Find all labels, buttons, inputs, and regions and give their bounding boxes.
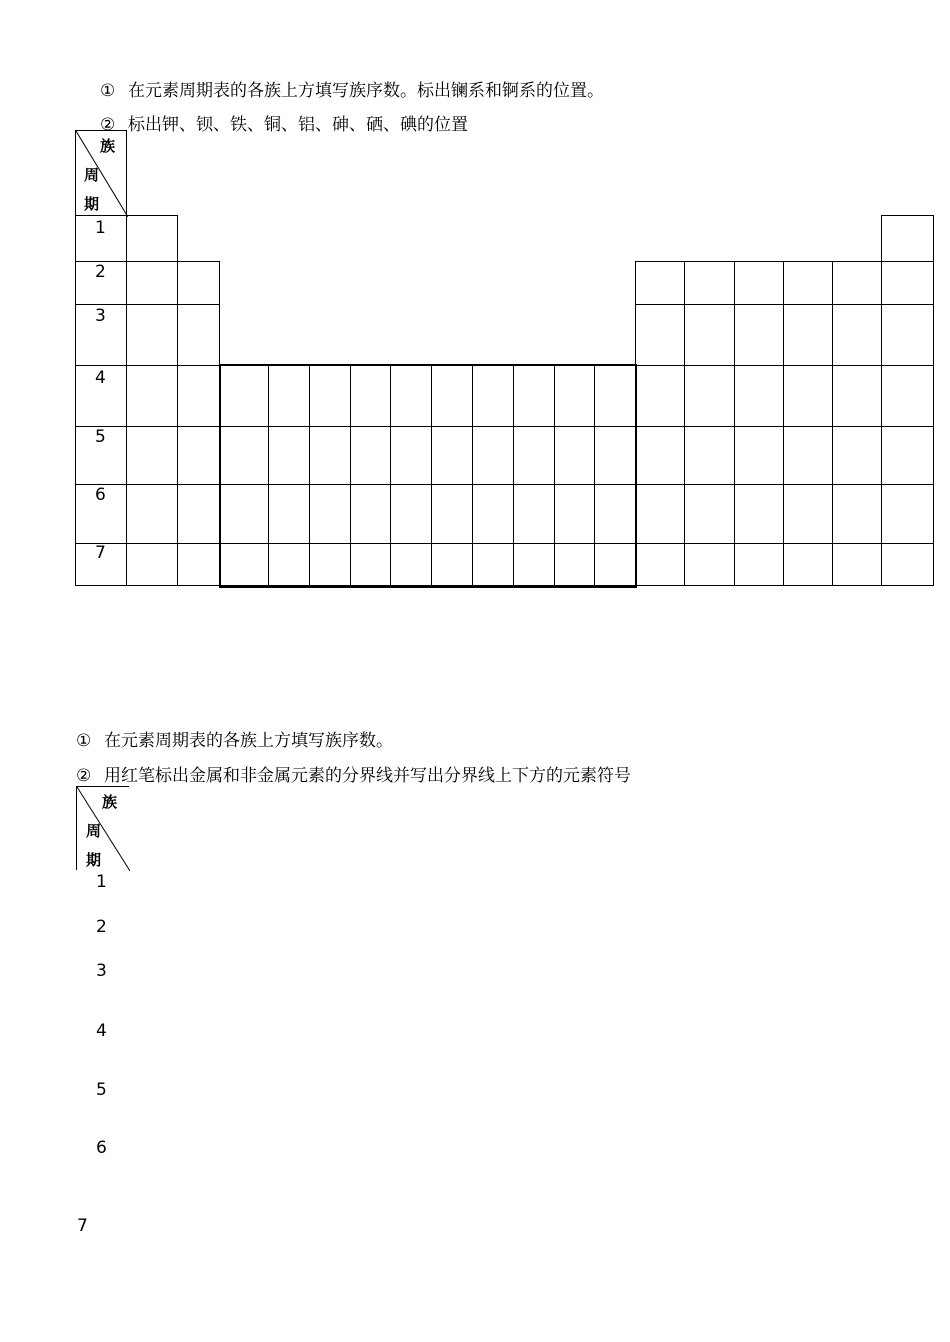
corner-label-zhou: 周 (84, 166, 100, 184)
corner-label-group: 族 (102, 793, 118, 811)
period-label-1: 1 (96, 872, 107, 892)
instruction-1 (100, 76, 604, 101)
table-cell (832, 484, 882, 544)
corner-label-group: 族 (100, 137, 116, 155)
table-cell (734, 261, 784, 305)
table-cell (783, 261, 833, 305)
table-cell (177, 261, 220, 305)
instruction-1 (76, 726, 393, 751)
instruction-text: 在元素周期表的各族上方填写族序数。 (104, 731, 393, 751)
period-label-1: 1 (95, 218, 106, 238)
table-cell (881, 304, 934, 366)
table-cell (635, 484, 685, 544)
table-cell (881, 484, 934, 544)
period-label-2: 2 (95, 262, 106, 282)
table-cell (126, 261, 178, 305)
table-cell (832, 304, 882, 366)
table-cell (832, 426, 882, 485)
table-cell (783, 304, 833, 366)
table-cell (783, 484, 833, 544)
table1-corner-header (75, 130, 127, 216)
table-cell (177, 365, 220, 427)
table-cell (783, 543, 833, 586)
table-cell (832, 261, 882, 305)
table-cell (832, 543, 882, 586)
instruction-marker: ① (100, 81, 116, 101)
instruction-2 (76, 761, 631, 786)
table-cell (126, 365, 178, 427)
table-cell (734, 426, 784, 485)
table-cell (684, 304, 735, 366)
table-cell (684, 426, 735, 485)
instruction-text: 在元素周期表的各族上方填写族序数。标出镧系和锕系的位置。 (128, 81, 604, 101)
table-cell (177, 484, 220, 544)
period-label-4: 4 (95, 368, 106, 388)
instruction-text: 标出钾、钡、铁、铜、铝、砷、硒、碘的位置 (128, 115, 468, 135)
table-cell (177, 426, 220, 485)
table-cell (635, 426, 685, 485)
period-label-4: 4 (96, 1021, 107, 1041)
period-label-5: 5 (96, 1080, 107, 1100)
table-cell (881, 365, 934, 427)
table-cell (684, 543, 735, 586)
table-cell (635, 365, 685, 427)
corner-label-qi: 期 (84, 195, 100, 213)
period-label-6: 6 (96, 1138, 107, 1158)
transition-metals-box (219, 364, 637, 588)
table-cell (126, 426, 178, 485)
period-label-7: 7 (95, 543, 106, 563)
table-cell (734, 304, 784, 366)
table-cell (783, 365, 833, 427)
period-label-3: 3 (96, 961, 107, 981)
table-cell (684, 484, 735, 544)
corner-label-qi: 期 (86, 851, 102, 869)
table-cell (832, 365, 882, 427)
period-label-7: 7 (77, 1216, 88, 1236)
period-label-6: 6 (95, 485, 106, 505)
instruction-marker: ② (76, 766, 92, 786)
corner-label-zhou: 周 (86, 822, 102, 840)
table2-corner-header (76, 786, 129, 870)
table-cell (881, 543, 934, 586)
table-cell (734, 484, 784, 544)
period-label-2: 2 (96, 917, 107, 937)
table-cell (635, 304, 685, 366)
table-cell (126, 543, 178, 586)
table-cell (881, 261, 934, 305)
table-cell (126, 484, 178, 544)
table-cell (734, 365, 784, 427)
table-cell (881, 215, 934, 262)
table-cell (126, 304, 178, 366)
table-cell (783, 426, 833, 485)
table-cell (734, 543, 784, 586)
table-cell (881, 426, 934, 485)
table-cell (177, 304, 220, 366)
period-label-3: 3 (95, 306, 106, 326)
table-cell (684, 261, 735, 305)
table-cell (635, 261, 685, 305)
instruction-text: 用红笔标出金属和非金属元素的分界线并写出分界线上下方的元素符号 (104, 766, 631, 786)
table-cell (126, 215, 178, 262)
instruction-2 (100, 110, 468, 135)
instruction-marker: ① (76, 731, 92, 751)
table-cell (684, 365, 735, 427)
table-cell (177, 543, 220, 586)
instruction-marker: ② (100, 115, 116, 135)
table-cell (635, 543, 685, 586)
period-label-5: 5 (95, 427, 106, 447)
